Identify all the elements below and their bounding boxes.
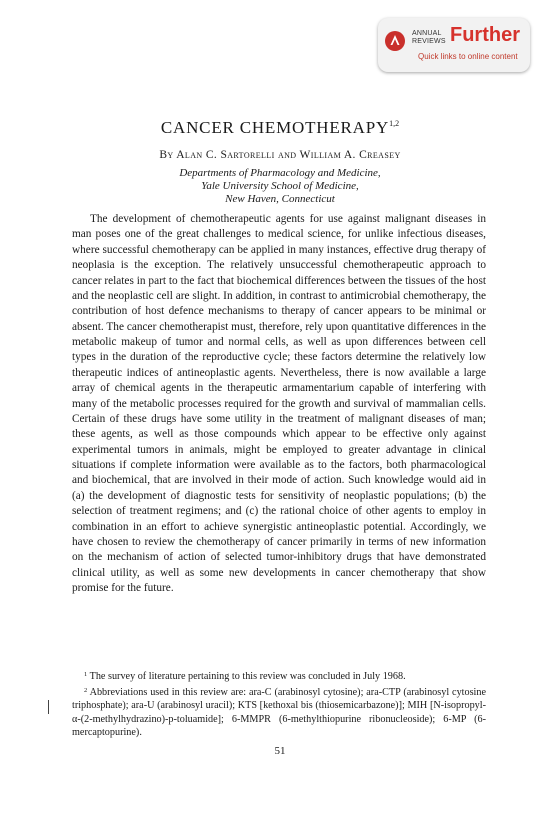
page-number: 51 bbox=[274, 745, 286, 757]
annual-reviews-logo-icon bbox=[385, 31, 405, 51]
publisher-name bbox=[412, 30, 452, 46]
publisher-line-1: ANNUAL bbox=[412, 30, 442, 37]
publisher-line-2: REVIEWS bbox=[412, 38, 446, 45]
affiliation-institution: Yale University School of Medicine, bbox=[201, 180, 359, 192]
further-subtitle: Quick links to online content bbox=[418, 52, 518, 61]
footnotes bbox=[72, 668, 486, 740]
margin-change-bar bbox=[48, 700, 49, 714]
affiliation-location: New Haven, Connecticut bbox=[225, 193, 335, 205]
further-label: Further bbox=[450, 24, 520, 46]
body-paragraph: The development of chemotherapeutic agents for use against malignant diseases in man poses one of the great challenges to medical science, for unlike infectious diseases, where successful chemotherapy can be applied in many instances, effective drug therapy of neoplasia is the exception. The relatively unsuccessful chemotherapeutic approach to cancer relates in part to the fact that biochemical differences between the tissues of the host and the neoplastic cell are slight. In addition, in contrast to antimicrobial chemotherapy, the contribution of host defence mechanisms to therapy of cancer appears to be minimal or absent. The cancer chemotherapist must, therefore, rely upon quantitative differences in the metabolic makeup of tumor and normal cells, as well as upon differences between cell types in the duration of the reproductive cycle; these factors determine the relatively low therapeutic indices of antineoplastic agents. Nevertheless, there is now available a large array of chemical agents in the therapeutic armamentarium capable of interfering with many of the metabolic processes required for the growth and survival of mammalian cells. Certain of these drugs have some utility in the treatment of malignant diseases of man; these agents, as well as those compounds which appear to be effective only against experimental tumors in animals, might be employed to greater advantage in clinical situations if complete information were available as to the factors, both pharmacological and biochemical, that are involved in their mode of action. Such knowledge would aid in (a) the development of diagnostic tests for sensitivity of neoplastic populations; (b) the selection of treatment regimens; and (c) the rational choice of other agents to employ in combination in an effort to achieve synergistic antineoplastic potential. Accordingly, we have chosen to review the chemotherapy of cancer primarily in terms of new information on the mechanism of action of selected tumor-inhibitory drugs that have demonstrated clinical utility, as well as some new developments in cancer chemotherapy that show promise for the future. bbox=[72, 213, 486, 594]
footnote-2 bbox=[72, 684, 486, 740]
further-links-badge[interactable] bbox=[378, 18, 530, 72]
footnote-1-mark: 1 bbox=[84, 671, 88, 678]
title-footnote-marks[interactable]: 1,2 bbox=[389, 119, 400, 128]
article-title-text: CANCER CHEMOTHERAPY bbox=[160, 118, 390, 137]
author-byline: By Alan C. Sartorelli and William A. Creasey bbox=[159, 149, 401, 161]
footnote-2-text: Abbreviations used in this review are: ara-C (arabinosyl cytosine); ara-CTP (arabinosyl cytosine triphosphate); ara-U (arabinosyl uracil); KTS [kethoxal bis (thiosemicarbazone)]; MIH [N-isopropyl-α-(2-methylhydrazino)-p-toluamide]; 6-MMPR (6-methylthiopurine ribonucleoside); 6-MP (6-mercaptopurine). bbox=[72, 686, 486, 739]
affiliation-department: Departments of Pharmacology and Medicine, bbox=[179, 167, 381, 179]
article-title bbox=[0, 118, 560, 138]
footnote-1 bbox=[72, 668, 486, 684]
footnote-1-text: The survey of literature pertaining to this review was concluded in July 1968. bbox=[87, 671, 406, 682]
footnote-2-mark: 2 bbox=[84, 686, 88, 694]
